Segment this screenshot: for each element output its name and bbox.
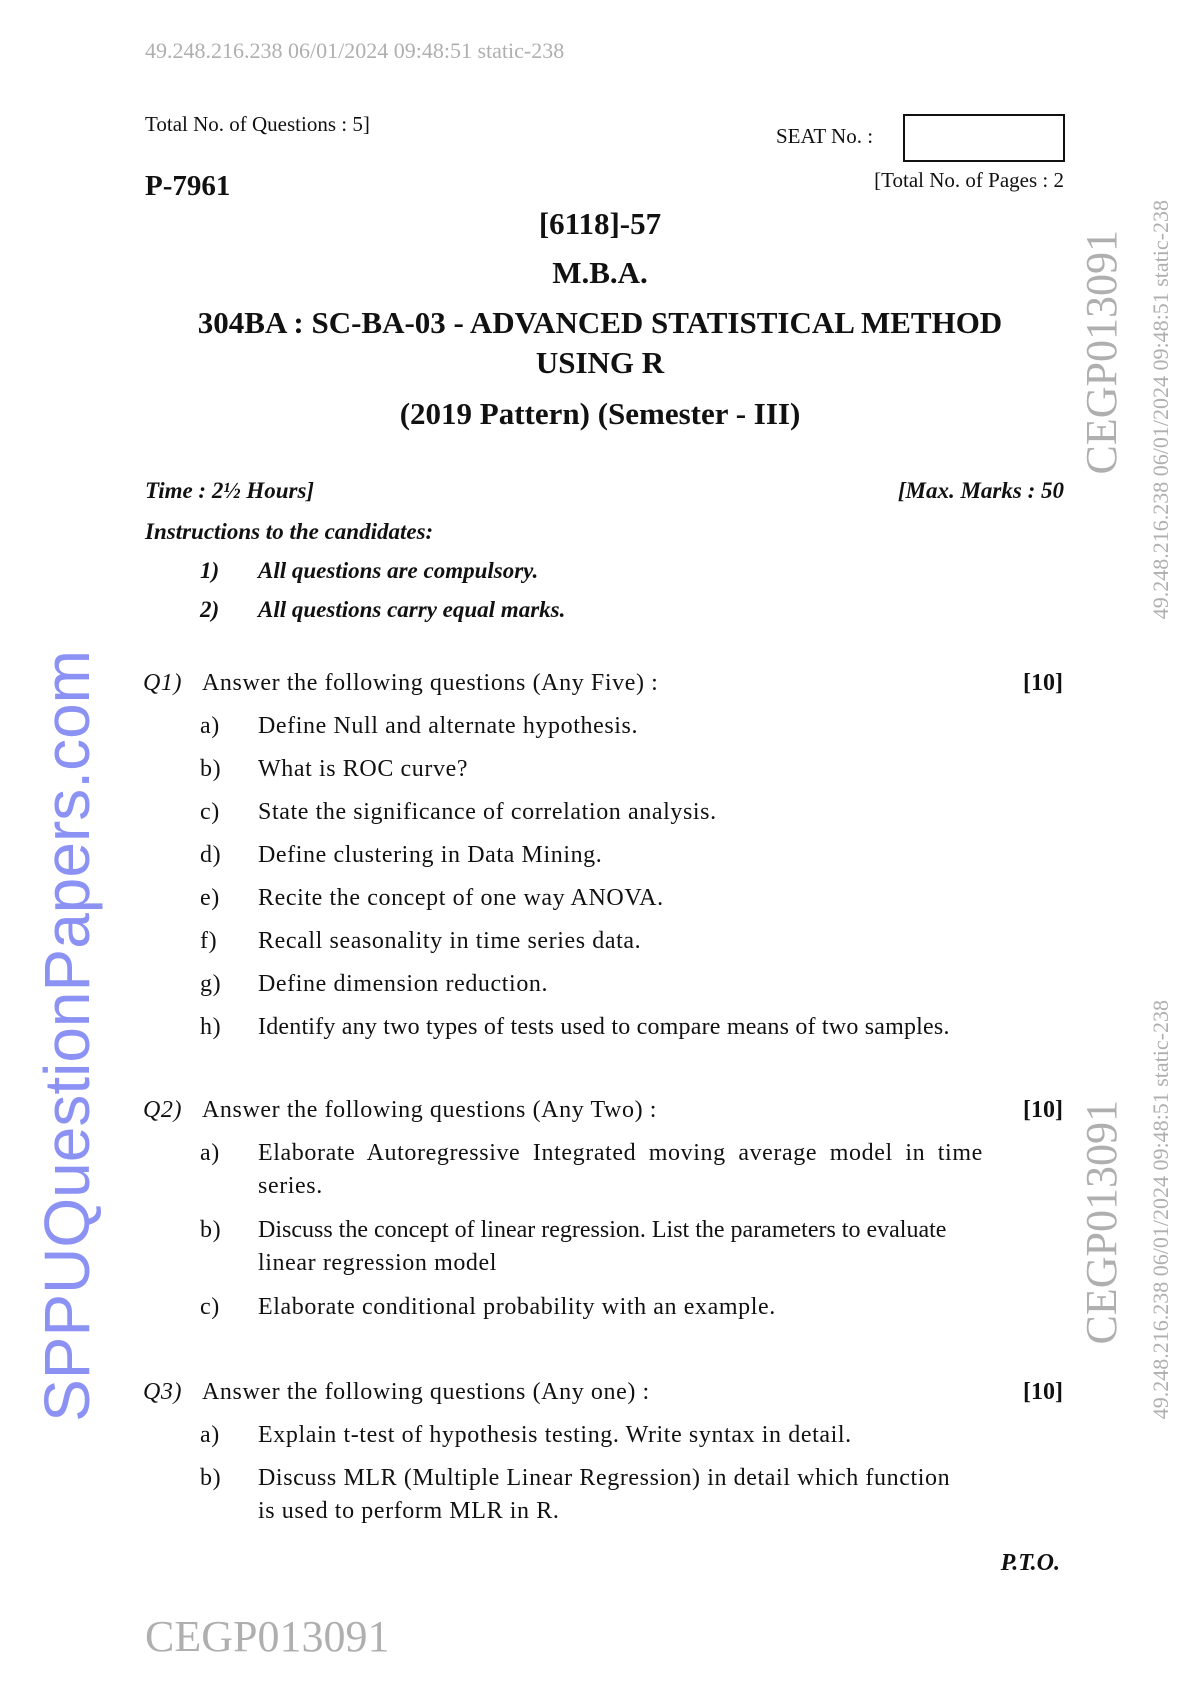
item-text: Discuss MLR (Multiple Linear Regression) in detail which function: [258, 1465, 951, 1491]
item-label: d): [200, 842, 222, 868]
seat-no-box[interactable]: [903, 114, 1065, 162]
item-text: Elaborate conditional probability with an example.: [258, 1294, 776, 1320]
item-label: c): [200, 1294, 220, 1320]
watermark-ip-stamp: 49.248.216.238 06/01/2024 09:48:51 static-238: [1148, 1000, 1173, 1420]
question-marks: [10]: [1023, 1097, 1063, 1123]
exam-code: [6118]-57: [538, 206, 662, 241]
item-text: Recall seasonality in time series data.: [258, 928, 642, 954]
question-text: Answer the following questions (Any Five) :: [202, 670, 659, 696]
item-text: Elaborate Autoregressive Integrated moving average model in time: [258, 1140, 983, 1166]
subject-line-1: 304BA : SC-BA-03 - ADVANCED STATISTICAL METHOD: [197, 305, 1003, 340]
item-label: e): [200, 885, 220, 911]
item-text: is used to perform MLR in R.: [258, 1498, 560, 1524]
item-label: g): [200, 971, 222, 997]
item-text: series.: [258, 1173, 323, 1199]
item-text: Explain t-test of hypothesis testing. Write syntax in detail.: [258, 1422, 852, 1448]
seat-no-label: SEAT No. :: [776, 124, 874, 148]
item-label: b): [200, 1465, 222, 1491]
max-marks: [Max. Marks : 50: [897, 478, 1064, 503]
question-number: Q1): [143, 670, 183, 696]
watermark-ip-stamp: 49.248.216.238 06/01/2024 09:48:51 static-238: [145, 38, 565, 63]
watermark-id: CEGP013091: [1077, 230, 1126, 475]
instruction-num: 2): [200, 597, 220, 622]
question-text: Answer the following questions (Any Two) :: [202, 1097, 658, 1123]
paper-code: P-7961: [145, 170, 231, 202]
item-text: Discuss the concept of linear regression. List the parameters to evaluate: [258, 1217, 947, 1243]
question-number: Q2): [143, 1097, 183, 1123]
instructions-heading: Instructions to the candidates:: [145, 519, 434, 544]
item-text: Define Null and alternate hypothesis.: [258, 713, 639, 739]
instruction-text: All questions carry equal marks.: [258, 597, 566, 622]
item-text: State the significance of correlation analysis.: [258, 799, 717, 825]
item-label: b): [200, 756, 222, 782]
item-label: h): [200, 1014, 222, 1040]
total-questions: Total No. of Questions : 5]: [145, 112, 370, 136]
item-text: linear regression model: [258, 1250, 498, 1276]
item-label: a): [200, 1422, 220, 1448]
item-text: Define dimension reduction.: [258, 971, 549, 997]
instruction-num: 1): [200, 558, 220, 583]
item-label: b): [200, 1217, 222, 1243]
watermark-id: CEGP013091: [1077, 1100, 1126, 1345]
question-marks: [10]: [1023, 670, 1063, 696]
item-label: c): [200, 799, 220, 825]
item-label: a): [200, 1140, 220, 1166]
please-turn-over: P.T.O.: [1000, 1550, 1060, 1576]
total-pages: [Total No. of Pages : 2: [874, 168, 1064, 192]
item-text: Define clustering in Data Mining.: [258, 842, 603, 868]
question-text: Answer the following questions (Any one) :: [202, 1379, 650, 1405]
watermark-site: SPPUQuestionPapers.com: [31, 650, 103, 1422]
item-text: Recite the concept of one way ANOVA.: [258, 885, 664, 911]
item-label: a): [200, 713, 220, 739]
question-number: Q3): [143, 1379, 183, 1405]
subject-line-2: USING R: [535, 345, 665, 380]
time-allowed: Time : 2½ Hours]: [145, 478, 315, 503]
question-marks: [10]: [1023, 1379, 1063, 1405]
item-label: f): [200, 928, 218, 954]
watermark-ip-stamp: 49.248.216.238 06/01/2024 09:48:51 static-238: [1148, 200, 1173, 620]
item-text: Identify any two types of tests used to compare means of two samples.: [258, 1014, 950, 1040]
item-text: What is ROC curve?: [258, 756, 469, 782]
pattern: (2019 Pattern) (Semester - III): [399, 396, 801, 431]
watermark-id: CEGP013091: [145, 1612, 390, 1661]
degree: M.B.A.: [552, 255, 648, 290]
instruction-text: All questions are compulsory.: [258, 558, 539, 583]
